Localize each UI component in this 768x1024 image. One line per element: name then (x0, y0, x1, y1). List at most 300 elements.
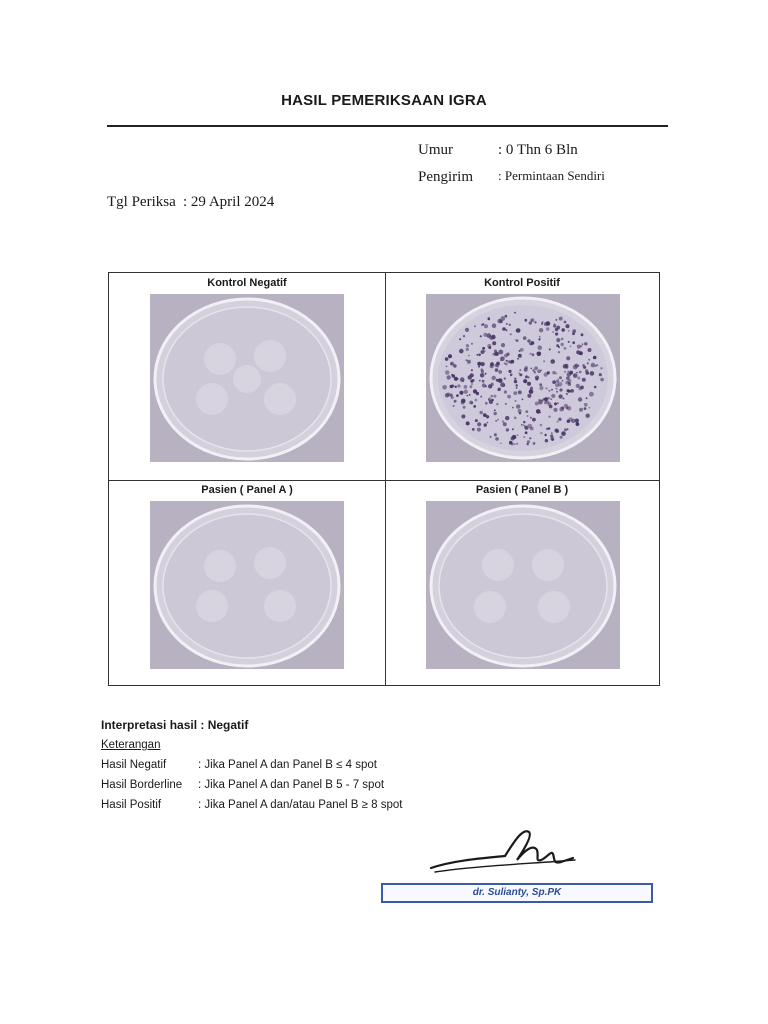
spot (518, 390, 522, 394)
spot (515, 400, 517, 402)
spot (502, 420, 504, 422)
spot (509, 324, 511, 326)
spot (500, 443, 502, 445)
spot (497, 419, 499, 421)
spot (564, 347, 567, 350)
spot (540, 424, 543, 427)
spot (471, 343, 473, 345)
spot (540, 432, 542, 434)
spot (445, 357, 449, 361)
spot (471, 402, 473, 404)
spot (494, 433, 497, 436)
spot (567, 406, 572, 411)
spot (514, 443, 516, 445)
spot (506, 323, 508, 325)
spot (485, 385, 487, 387)
spot (567, 389, 570, 392)
spot (503, 422, 507, 426)
spot (574, 364, 578, 368)
spot (497, 319, 501, 323)
spot (561, 338, 564, 341)
spot (538, 338, 540, 340)
spot (537, 370, 541, 374)
kontrol-positif-plate-image (426, 294, 620, 462)
spot (496, 403, 498, 405)
spot (469, 394, 471, 396)
spot (461, 415, 465, 419)
spot (497, 389, 499, 391)
spot (566, 376, 570, 380)
spot (523, 379, 527, 383)
spot (527, 415, 529, 417)
spot (564, 371, 566, 373)
spot (539, 383, 542, 386)
spot (527, 382, 531, 386)
spot (485, 402, 488, 405)
spot (464, 385, 468, 389)
spot (450, 363, 452, 365)
spot (564, 321, 567, 324)
spot (555, 328, 559, 332)
spot (582, 378, 586, 382)
spot (579, 408, 583, 412)
spot (501, 343, 505, 347)
spot (562, 328, 565, 331)
spot (588, 359, 590, 361)
spot (524, 368, 528, 372)
spot (492, 376, 496, 380)
spot (575, 419, 579, 423)
spot (556, 391, 558, 393)
spot (507, 395, 511, 399)
pengirim-label: Pengirim (418, 169, 473, 185)
spot (595, 365, 597, 367)
spot (531, 368, 533, 370)
spot (527, 440, 530, 443)
spot (525, 431, 528, 434)
spot (599, 373, 602, 376)
spot (559, 317, 563, 321)
spot (584, 403, 588, 407)
spot (466, 348, 469, 351)
spot (530, 417, 532, 419)
spot (530, 387, 533, 390)
spot (477, 362, 481, 366)
spot (568, 330, 570, 332)
spot (494, 395, 497, 398)
spot (488, 317, 491, 320)
spot (534, 366, 538, 370)
spot (481, 350, 485, 354)
spot (471, 383, 473, 385)
spot (470, 385, 473, 388)
spot (584, 342, 587, 345)
spot (460, 377, 465, 382)
spot (579, 387, 583, 391)
spot (550, 437, 554, 441)
spot (547, 428, 549, 430)
spot (463, 406, 466, 409)
spot (492, 323, 497, 328)
spot (510, 374, 512, 376)
spot (504, 363, 506, 365)
spot (565, 324, 569, 328)
spot (535, 376, 539, 380)
interpretation-title: Interpretasi hasil : Negatif (101, 718, 249, 732)
spot (516, 328, 521, 333)
spot (490, 362, 494, 366)
hasil-negatif-label: Hasil Negatif (101, 759, 167, 771)
spot (567, 372, 572, 377)
spot (484, 350, 486, 352)
spot (459, 391, 463, 395)
spot (482, 380, 485, 383)
spot (529, 343, 531, 345)
spot (558, 418, 561, 421)
spot (516, 384, 518, 386)
spot (505, 403, 507, 405)
spot (579, 351, 583, 355)
spot (548, 416, 550, 418)
spot (500, 360, 502, 362)
spot (539, 336, 541, 338)
spot (547, 371, 550, 374)
spot (483, 333, 487, 337)
spot (477, 422, 481, 426)
doctor-name-stamp: dr. Sulianty, Sp.PK (381, 883, 653, 903)
spot (484, 423, 487, 426)
spot (498, 350, 503, 355)
spot (538, 345, 543, 350)
spot (463, 335, 465, 337)
spot (544, 434, 546, 436)
spot (530, 319, 532, 321)
spot (507, 360, 510, 363)
spot (566, 393, 568, 395)
spot (586, 397, 588, 399)
spot (474, 325, 476, 327)
spot (454, 400, 457, 403)
spot (559, 388, 562, 391)
spot (551, 394, 555, 398)
spot (567, 370, 569, 372)
spot (516, 404, 520, 408)
spot (545, 439, 548, 442)
spot (556, 338, 560, 342)
spot (555, 383, 559, 387)
spot (583, 366, 586, 369)
spot (570, 389, 574, 393)
spot (520, 348, 524, 352)
spot (472, 379, 475, 382)
spot (481, 370, 484, 373)
spot (467, 395, 469, 397)
spot (459, 338, 461, 340)
spot (550, 398, 552, 400)
hasil-positif-label: Hasil Positif (101, 799, 162, 811)
spot (529, 353, 531, 355)
spot (586, 414, 590, 418)
spot (468, 355, 470, 357)
spot (482, 347, 485, 350)
spot (494, 412, 497, 415)
spot (561, 431, 566, 436)
spot (552, 380, 556, 384)
spot (518, 372, 520, 374)
spot (523, 424, 525, 426)
spot (555, 332, 558, 335)
spot (593, 356, 597, 360)
spot (562, 398, 564, 400)
spot (480, 396, 482, 398)
spot (556, 380, 559, 383)
spot (578, 397, 582, 401)
spot (506, 428, 509, 431)
spot (489, 436, 491, 438)
panel-a-plate-image (150, 501, 344, 669)
spot (559, 376, 562, 379)
spot (461, 401, 465, 405)
spot (465, 328, 469, 332)
spot (455, 386, 457, 388)
signature-image (425, 820, 585, 885)
spot (588, 348, 592, 352)
spot (513, 391, 517, 395)
spot (590, 371, 595, 376)
spot (537, 352, 542, 357)
spot (485, 373, 487, 375)
spot (557, 402, 559, 404)
spot (567, 420, 570, 423)
spot (514, 417, 517, 420)
document-title: HASIL PEMERIKSAAN IGRA (281, 92, 487, 109)
spot (529, 321, 532, 324)
spot (541, 323, 543, 325)
spot (448, 354, 452, 358)
spot (475, 419, 478, 422)
spot (549, 348, 551, 350)
spot (473, 405, 476, 408)
spot (470, 373, 474, 377)
spot (481, 324, 483, 326)
spot (452, 385, 455, 388)
spot (577, 345, 581, 349)
hasil-positif-text: : Jika Panel A dan/atau Panel B ≥ 8 spot (198, 799, 403, 811)
spot (554, 323, 556, 325)
spot (566, 356, 570, 360)
spot (544, 401, 547, 404)
spot (514, 380, 517, 383)
spot (488, 384, 492, 388)
spot (504, 377, 506, 379)
spot (447, 375, 451, 379)
spot (527, 443, 529, 445)
hasil-borderline-text: : Jika Panel A dan Panel B 5 - 7 spot (198, 779, 385, 791)
spot (557, 421, 559, 423)
spot (538, 400, 542, 404)
spot (516, 387, 518, 389)
spot (548, 390, 550, 392)
spot (523, 436, 525, 438)
kontrol-negatif-label: Kontrol Negatif (207, 277, 287, 289)
spot (517, 358, 519, 360)
spot (552, 331, 554, 333)
spot (514, 312, 516, 314)
spot (532, 418, 536, 422)
spot (519, 373, 522, 376)
spot (568, 382, 570, 384)
spot (559, 394, 563, 398)
grid-vertical-divider (385, 272, 386, 686)
kontrol-negatif-plate-image (150, 294, 344, 462)
spot (511, 436, 515, 440)
hasil-borderline-label: Hasil Borderline (101, 779, 183, 791)
spot (584, 407, 587, 410)
spot (494, 409, 496, 411)
spot (544, 322, 548, 326)
spot (527, 394, 531, 398)
spot (456, 394, 459, 397)
spot (478, 366, 480, 368)
spot (579, 371, 582, 374)
spot (511, 443, 514, 446)
spot (600, 378, 604, 382)
spot (471, 369, 473, 371)
spot (487, 344, 491, 348)
spot (565, 364, 569, 368)
spot (552, 371, 555, 374)
spot (467, 360, 471, 364)
spot (567, 428, 569, 430)
spot (568, 341, 570, 343)
spot (479, 380, 481, 382)
spot (523, 336, 527, 340)
spot (558, 346, 560, 348)
spot (480, 373, 484, 377)
spot (545, 387, 547, 389)
spot (498, 370, 502, 374)
spot (535, 402, 539, 406)
spot (522, 399, 524, 401)
spot (553, 408, 557, 412)
spot (536, 409, 541, 414)
spot (508, 370, 511, 373)
keterangan-heading: Keterangan (101, 739, 161, 751)
spot (453, 364, 457, 368)
spot (524, 319, 527, 322)
hasil-negatif-text: : Jika Panel A dan Panel B ≤ 4 spot (198, 759, 377, 771)
spot (442, 385, 447, 390)
spot (589, 407, 591, 409)
spot (570, 346, 572, 348)
spot (539, 328, 543, 332)
spot (456, 378, 458, 380)
spot (550, 359, 555, 364)
spot (532, 369, 534, 371)
grid-horizontal-divider (108, 480, 660, 481)
spot (512, 407, 514, 409)
spot (492, 335, 496, 339)
spot (446, 366, 448, 368)
spot (551, 432, 553, 434)
spot (558, 351, 560, 353)
spot (534, 321, 536, 323)
spot (519, 412, 521, 414)
spot (518, 354, 522, 358)
spot (533, 442, 536, 445)
spot (517, 434, 519, 436)
spot (496, 365, 499, 368)
spot (551, 389, 553, 391)
spot (445, 370, 450, 375)
spot (573, 373, 578, 378)
spot (532, 353, 535, 356)
spot (525, 375, 528, 378)
spot (581, 333, 584, 336)
spot (477, 354, 479, 356)
spot (542, 321, 544, 323)
spot (525, 410, 528, 413)
tgl-periksa-value: : 29 April 2024 (183, 194, 275, 210)
spot (594, 386, 597, 389)
spot (472, 428, 475, 431)
spot (498, 378, 503, 383)
spot (492, 341, 496, 345)
tgl-periksa-label: Tgl Periksa (107, 194, 176, 210)
spot (503, 385, 505, 387)
spot (561, 406, 564, 409)
spot (447, 393, 451, 397)
panel-b-plate-image (426, 501, 620, 669)
spot (561, 343, 564, 346)
spot (451, 396, 454, 399)
spot (510, 333, 512, 335)
kontrol-positif-label: Kontrol Positif (484, 277, 560, 289)
spot (527, 424, 532, 429)
spot (495, 368, 499, 372)
umur-label: Umur (418, 142, 453, 158)
spot (495, 352, 499, 356)
spot (502, 327, 506, 331)
spot (564, 428, 567, 431)
spot (546, 327, 549, 330)
spot (480, 335, 482, 337)
spot (589, 392, 594, 397)
spot (479, 411, 483, 415)
spot (560, 436, 563, 439)
spot (562, 380, 564, 382)
spot (585, 369, 588, 372)
spot (477, 428, 481, 432)
spot (505, 315, 508, 318)
spot (506, 360, 508, 362)
spot (473, 389, 477, 393)
spot (543, 360, 545, 362)
umur-value: : 0 Thn 6 Bln (498, 142, 578, 158)
spot (582, 343, 584, 345)
spot (516, 443, 518, 445)
spot (464, 390, 468, 394)
spot (466, 344, 469, 347)
spot (554, 402, 557, 405)
spot (514, 378, 516, 380)
spot (556, 388, 558, 390)
spot (504, 354, 508, 358)
spot (512, 428, 514, 430)
spot (505, 416, 509, 420)
spot (548, 402, 552, 406)
spot (486, 422, 488, 424)
